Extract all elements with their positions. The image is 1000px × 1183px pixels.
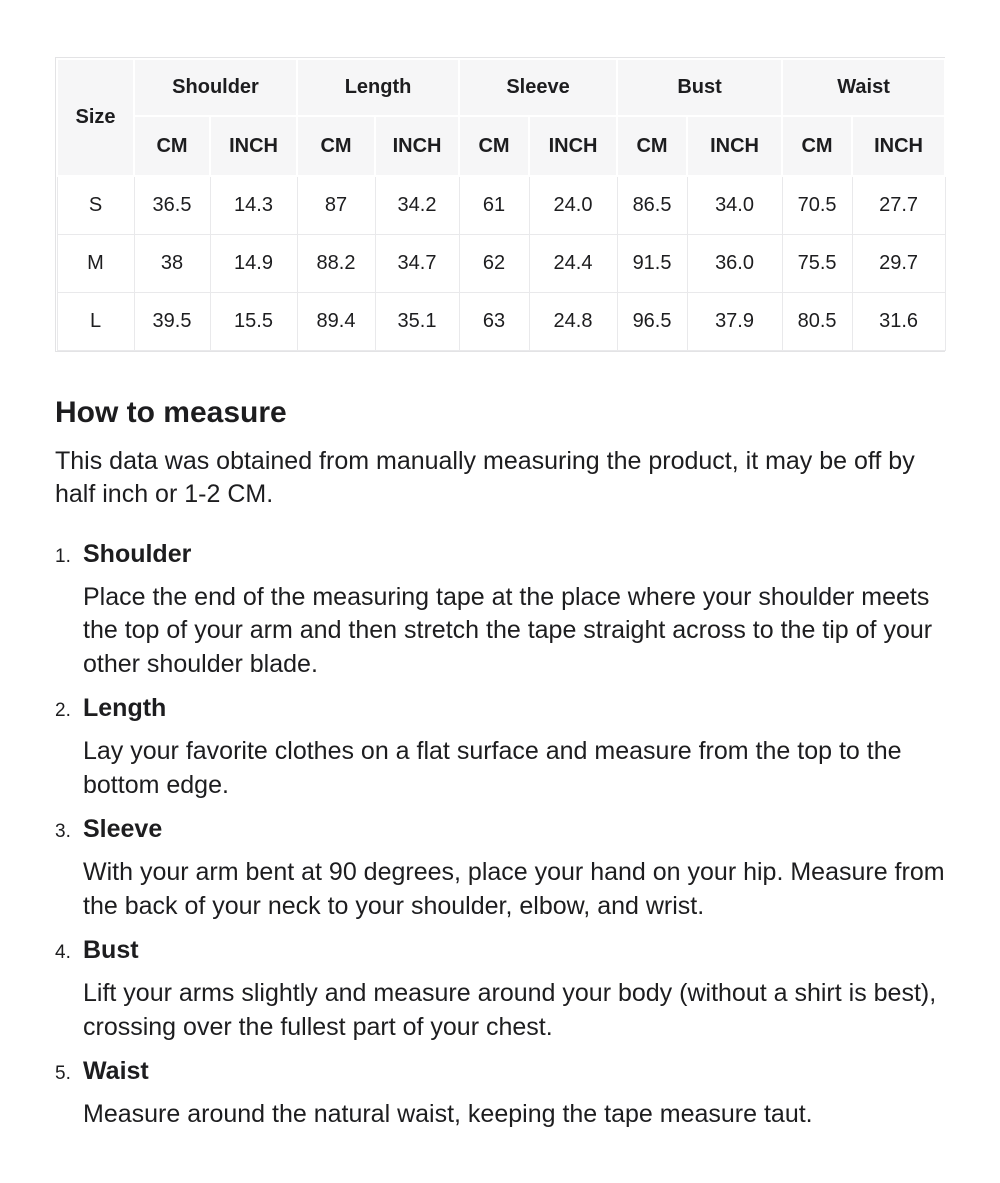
unit-header-shoulder-inch: INCH	[210, 116, 297, 176]
step-number: 3.	[55, 821, 71, 842]
step-description: Place the end of the measuring tape at the place where your shoulder meets the top of your arm and then stretch the tape straight across to the tip of your other shoulder blade.	[83, 582, 933, 678]
size-label-cell: L	[57, 292, 134, 350]
step-waist	[55, 1055, 945, 1132]
table-row-size-s	[57, 176, 945, 234]
step-sleeve	[55, 813, 945, 923]
step-shoulder	[55, 538, 945, 682]
step-title: Length	[83, 694, 167, 722]
measurement-cell: 24.8	[529, 292, 617, 350]
step-title: Bust	[83, 936, 139, 964]
unit-header-length-cm: CM	[297, 116, 375, 176]
measurement-cell: 39.5	[134, 292, 210, 350]
measurement-cell: 27.7	[852, 176, 945, 234]
unit-header-sleeve-cm: CM	[459, 116, 529, 176]
group-header-sleeve: Sleeve	[459, 59, 617, 116]
size-table	[56, 58, 946, 351]
unit-header-sleeve-inch: INCH	[529, 116, 617, 176]
measurement-cell: 70.5	[782, 176, 852, 234]
measurement-cell: 86.5	[617, 176, 687, 234]
measurement-cell: 15.5	[210, 292, 297, 350]
group-header-shoulder: Shoulder	[134, 59, 297, 116]
measurement-cell: 31.6	[852, 292, 945, 350]
step-number: 4.	[55, 942, 71, 963]
step-description: With your arm bent at 90 degrees, place your hand on your hip. Measure from the back of your neck to your shoulder, elbow, and wrist.	[83, 858, 945, 920]
table-row-size-l	[57, 292, 945, 350]
measurement-cell: 14.3	[210, 176, 297, 234]
measurement-cell: 29.7	[852, 234, 945, 292]
measurement-steps-list	[55, 538, 945, 1132]
size-label-cell: S	[57, 176, 134, 234]
group-header-length: Length	[297, 59, 459, 116]
measurement-cell: 34.2	[375, 176, 459, 234]
measurement-cell: 88.2	[297, 234, 375, 292]
step-title: Shoulder	[83, 539, 192, 568]
measurement-cell: 36.0	[687, 234, 782, 292]
measurement-cell: 14.9	[210, 234, 297, 292]
step-number: 2.	[55, 700, 71, 721]
measurement-cell: 89.4	[297, 292, 375, 350]
unit-header-shoulder-cm: CM	[134, 116, 210, 176]
unit-header-bust-cm: CM	[617, 116, 687, 176]
unit-header-waist-inch: INCH	[852, 116, 945, 176]
measurement-cell: 34.0	[687, 176, 782, 234]
size-column-header: Size	[57, 59, 134, 176]
step-number: 1.	[55, 545, 71, 567]
measurement-cell: 37.9	[687, 292, 782, 350]
unit-header-length-inch: INCH	[375, 116, 459, 176]
measurement-cell: 35.1	[375, 292, 459, 350]
measurement-cell: 63	[459, 292, 529, 350]
unit-header-bust-inch: INCH	[687, 116, 782, 176]
step-description: Measure around the natural waist, keeping the tape measure taut.	[83, 1100, 813, 1128]
measurement-cell: 36.5	[134, 176, 210, 234]
table-row-size-m	[57, 234, 945, 292]
measurement-cell: 62	[459, 234, 529, 292]
step-number: 5.	[55, 1063, 71, 1084]
step-description: Lay your favorite clothes on a flat surface and measure from the top to the bottom edge.	[83, 737, 902, 799]
measurement-cell: 38	[134, 234, 210, 292]
step-length	[55, 692, 945, 802]
step-bust	[55, 934, 945, 1044]
step-description: Lift your arms slightly and measure around your body (without a shirt is best), crossing over the fullest part of your chest.	[83, 979, 937, 1041]
measurement-cell: 87	[297, 176, 375, 234]
group-header-bust: Bust	[617, 59, 782, 116]
measurement-cell: 61	[459, 176, 529, 234]
measurement-cell: 34.7	[375, 234, 459, 292]
measurement-cell: 24.4	[529, 234, 617, 292]
measurement-cell: 80.5	[782, 292, 852, 350]
measurement-disclaimer-text: This data was obtained from manually measuring the product, it may be off by half inch or 1-2 CM.	[55, 446, 915, 508]
step-title: Waist	[83, 1057, 149, 1085]
measurement-cell: 96.5	[617, 292, 687, 350]
group-header-waist: Waist	[782, 59, 945, 116]
measurement-cell: 75.5	[782, 234, 852, 292]
step-title: Sleeve	[83, 815, 163, 843]
size-label-cell: M	[57, 234, 134, 292]
size-table-container	[55, 57, 945, 352]
unit-header-waist-cm: CM	[782, 116, 852, 176]
measurement-cell: 24.0	[529, 176, 617, 234]
measurement-cell: 91.5	[617, 234, 687, 292]
how-to-measure-heading: How to measure	[55, 395, 287, 429]
